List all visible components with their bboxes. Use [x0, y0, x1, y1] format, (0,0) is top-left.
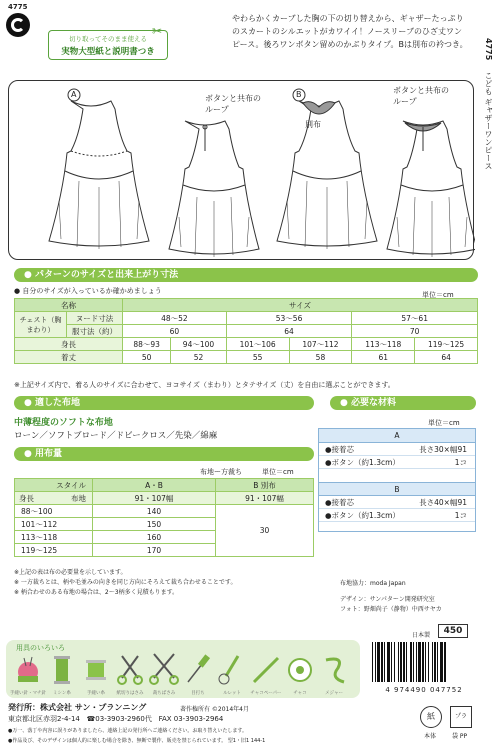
usage-height: 113〜118	[15, 531, 93, 544]
tools-panel	[6, 640, 360, 698]
address: 東京都北区赤羽2-4-14 ☎03-3903-2960代 FAX 03-3903-2964	[8, 715, 224, 723]
height-cell: 88〜93	[123, 338, 171, 351]
nude-label: ヌード寸法	[67, 312, 123, 325]
hand-thread-icon: 手縫い糸	[78, 652, 114, 696]
name-header: 名称	[15, 299, 123, 312]
usage-notes	[14, 568, 334, 598]
usage-title-icon: ●	[24, 449, 32, 459]
length-label: 着丈	[15, 351, 123, 364]
materials-table	[318, 428, 476, 532]
garment-cell: 60	[123, 325, 227, 338]
length-cell: 50	[123, 351, 171, 364]
height-label: 身長	[15, 338, 123, 351]
width-ab: 91・107幅	[93, 492, 216, 505]
materials-section-title: ● 必要な材料	[330, 396, 476, 410]
illustration-panel	[8, 80, 474, 260]
material-item: ●接着芯 長さ30×幅91	[319, 442, 475, 455]
credit-fabric: 布地協力：moda Japan	[340, 580, 406, 587]
height-cell: 107〜112	[289, 338, 352, 351]
product-description: やわらかくカーブした胸の下の切り替えから、ギャザーたっぷりのスカートのシルエットがカワイイ！ノースリーブのひざ丈ワンピース。後ろワンボタン留めのかぶりタイプ。Bは別布の衿つき。	[232, 14, 468, 49]
label-a: A	[71, 90, 77, 99]
dress-b-back	[387, 121, 475, 257]
height-cell: 94〜100	[171, 338, 227, 351]
fabric-title-icon: ●	[24, 398, 32, 408]
height-cell: 101〜106	[226, 338, 289, 351]
garment-label: 服寸法（約）	[67, 325, 123, 338]
usage-value: 140	[93, 505, 216, 518]
awl-icon: 目打ち	[180, 652, 216, 696]
size-unit: 単位＝cm	[422, 291, 454, 299]
length-cell: 52	[171, 351, 227, 364]
material-group-a: A	[319, 429, 475, 442]
loop-note-b: ボタンと共布のループ	[393, 86, 449, 106]
garment-cell: 70	[352, 325, 478, 338]
label-b: B	[296, 90, 302, 99]
fabric-subtitle: 中薄程度のソフトな布地	[14, 418, 113, 428]
dress-b-front	[277, 101, 377, 249]
paper-scissors-icon: 紙切りはさみ	[112, 652, 148, 696]
material-group-b: B	[319, 482, 475, 495]
chalk-icon: チャコ	[282, 652, 318, 696]
garment-cell: 64	[226, 325, 352, 338]
fabric-col-label: 布地	[71, 494, 86, 503]
made-in: 日本製	[412, 632, 431, 639]
footer-note-1: ●万一、落丁や内容に誤りがありましたら、連絡上記の発行所へご連絡ください。お取り替えいたします。	[8, 728, 247, 734]
length-cell: 61	[352, 351, 415, 364]
price-box: 450	[438, 624, 468, 638]
barcode	[368, 642, 480, 694]
chalk-paper-icon: チャコペーパー	[248, 652, 284, 696]
materials-title-icon: ●	[340, 398, 348, 408]
machine-thread-icon: ミシン糸	[44, 652, 80, 696]
nude-cell: 57〜61	[352, 312, 478, 325]
pattern-sheet-badge	[48, 30, 168, 60]
material-item: ●接着芯 長さ40×幅91	[319, 495, 475, 508]
usage-width-note: 布地ー方裁ち	[200, 468, 242, 476]
tracing-wheel-icon: ルレット	[214, 652, 250, 696]
dress-a-front	[49, 101, 149, 249]
barcode-number: 4 974490 047752	[385, 686, 463, 694]
paper-recycle-sub: 本体	[424, 733, 437, 740]
scissors-icon: ✂	[152, 24, 163, 38]
plastic-recycle-sub: 袋 PP	[452, 733, 468, 740]
footer-note-2: ●作品及び、そのデザインは個人的に楽しむ場合を除き、無断で製作、販売を禁じられています。 型1・旧1 144-1	[8, 738, 266, 744]
chest-label: チェスト（胸まわり）	[15, 312, 67, 338]
badge-title: 実物大型紙と説明書つき	[61, 47, 155, 57]
badge-tagline: 切り取ってそのまま使える	[69, 35, 147, 43]
fabric-scissors-icon: 裁ちばさみ	[146, 652, 182, 696]
length-cell: 58	[289, 351, 352, 364]
material-item: ●ボタン（約1.3cm） 1コ	[319, 455, 475, 468]
plastic-recycle-icon: プラ	[450, 706, 472, 728]
size-header: サイズ	[123, 299, 478, 312]
usage-b-value: 30	[216, 505, 314, 557]
width-b: 91・107幅	[216, 492, 314, 505]
usage-value: 170	[93, 544, 216, 557]
copyright: 著作権所有 ©2014年4月	[180, 706, 249, 713]
usage-table	[14, 478, 314, 557]
fabric-section-title: ● 適した布地	[14, 396, 314, 410]
credit-design: デザイン：サンパターン開発研究室	[340, 596, 435, 603]
material-item: ●ボタン（約1.3cm） 1コ	[319, 508, 475, 521]
height-col-label: 身長	[19, 494, 34, 503]
pattern-code: 4775	[8, 3, 28, 11]
pincushion-icon: 手縫い針・マチ針	[10, 652, 46, 696]
fabric-list: ローン／ソフトブロード／ドビークロス／先染／綿麻	[14, 431, 218, 441]
tools-title: 用具のいろいろ	[16, 644, 65, 652]
usage-section-title: ● 用布量	[14, 447, 314, 461]
usage-note: ※ 柄合わせのある布地の場合は、2〜3柄多く見積もります。	[14, 589, 179, 596]
style-label: スタイル	[56, 481, 86, 490]
size-footnote: ※上記サイズ内で、着る人のサイズに合わせて、ヨコサイズ（まわり）とタテサイズ（丈）を自由に選ぶことができます。	[14, 381, 395, 389]
nude-cell: 53〜56	[226, 312, 352, 325]
height-cell: 119〜125	[415, 338, 478, 351]
dress-a-back	[169, 121, 259, 257]
tools-row	[10, 652, 356, 696]
side-code: 4775	[484, 38, 493, 61]
nude-cell: 48〜52	[123, 312, 227, 325]
col-b: B 別布	[216, 479, 314, 492]
usage-value: 160	[93, 531, 216, 544]
usage-note: ※上記の表は布の必要量を示しています。	[14, 569, 127, 576]
loop-note-a: ボタンと共布のループ	[205, 94, 261, 114]
publisher: 発行所：株式会社 サン・プランニング	[8, 703, 147, 712]
contrast-note: 別布	[305, 120, 321, 129]
side-title: こども ギャザーワンピース	[484, 71, 493, 170]
materials-unit: 単位＝cm	[428, 419, 460, 427]
credit-photo: フォト：野畑尚子（静物）中西サヤカ	[340, 606, 442, 613]
paper-recycle-icon: 紙	[420, 706, 442, 728]
size-table	[14, 298, 478, 364]
usage-height: 88〜100	[15, 505, 93, 518]
usage-value: 150	[93, 518, 216, 531]
tape-measure-icon: メジャー	[316, 652, 352, 696]
brand-logo	[6, 13, 30, 37]
page-header	[0, 0, 500, 78]
col-ab: A・B	[93, 479, 216, 492]
usage-note: ※ 一方裁ちとは、柄や毛並みの向きを同じ方向にそろえて裁ち合わせることです。	[14, 579, 237, 586]
size-section-title: ● パターンのサイズと出来上がり寸法	[14, 268, 478, 282]
length-cell: 55	[226, 351, 289, 364]
usage-unit: 単位＝cm	[262, 468, 294, 476]
size-note: ● 自分のサイズが入っているか確かめましょう	[14, 287, 162, 295]
height-cell: 113〜118	[352, 338, 415, 351]
size-title-icon: ●	[24, 270, 32, 280]
usage-height: 119〜125	[15, 544, 93, 557]
side-label	[479, 38, 493, 170]
barcode-bars	[368, 642, 480, 682]
usage-height: 101〜112	[15, 518, 93, 531]
length-cell: 64	[415, 351, 478, 364]
